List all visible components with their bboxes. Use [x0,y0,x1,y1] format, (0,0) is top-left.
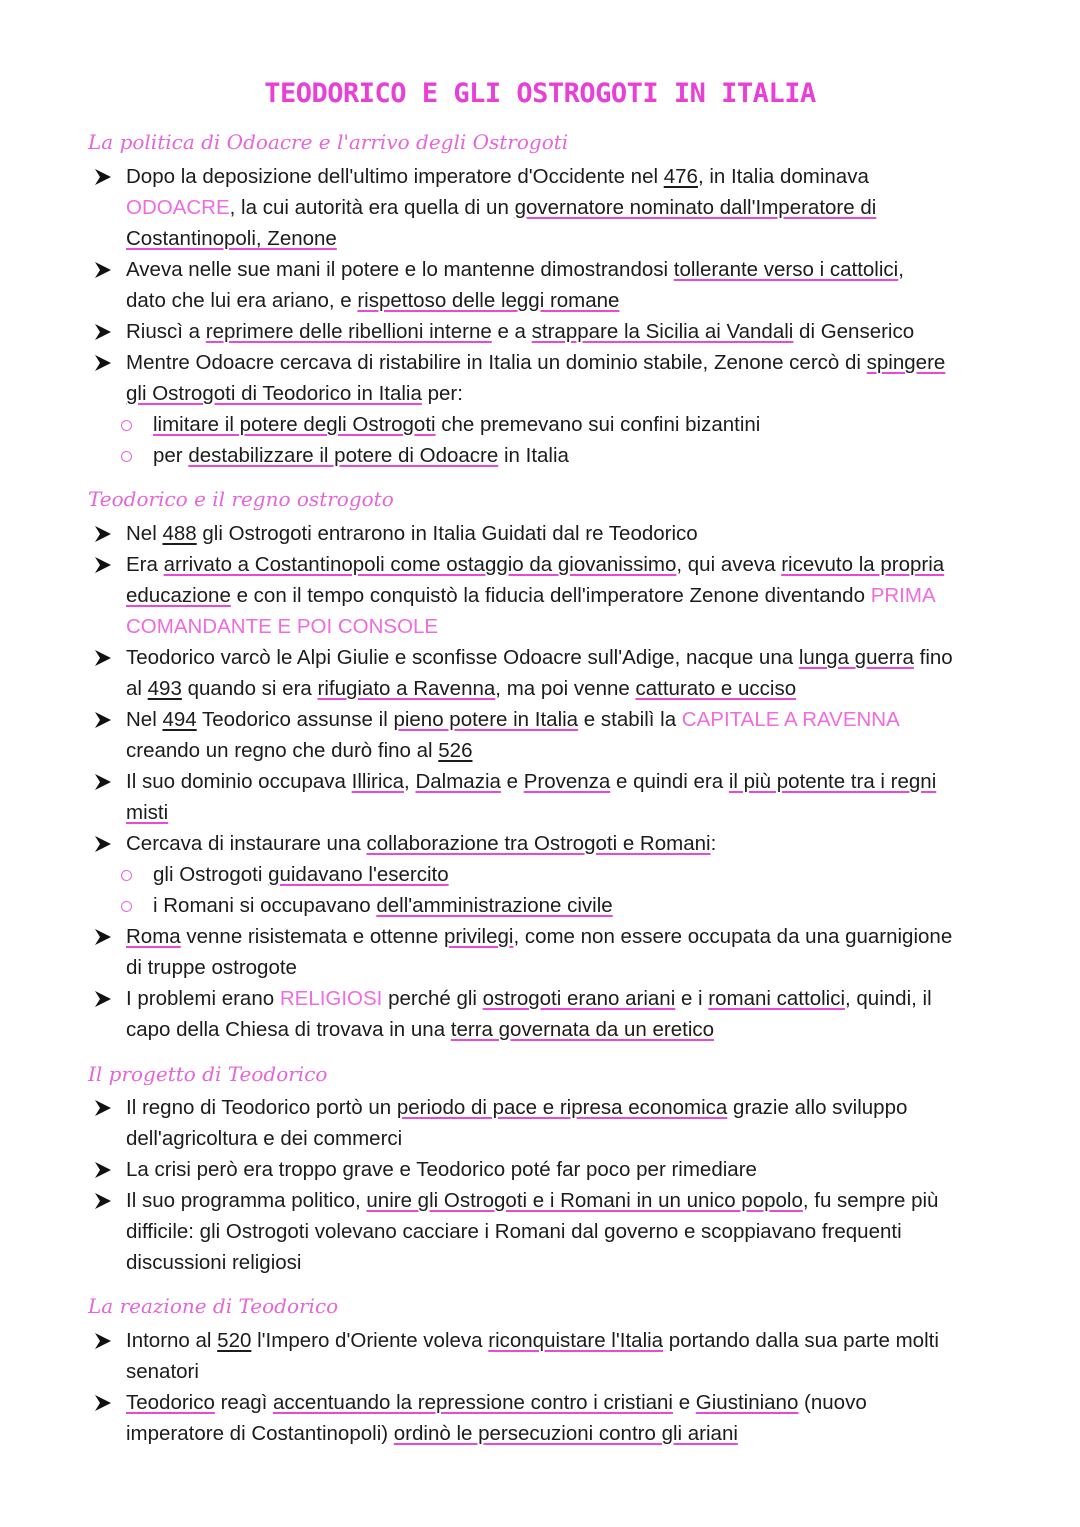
arrow-bullet-icon [94,835,112,853]
bullet-line: Aveva nelle sue mani il potere e lo mantenne dimostrandosi tollerante verso i cattolici, [126,258,904,281]
bullet-line: Nel 488 gli Ostrogoti entrarono in Italia Guidati dal re Teodorico [126,522,698,545]
section-heading-regno: Teodorico e il regno ostrogoto [88,487,394,511]
bullet-line: imperatore di Costantinopoli) ordinò le persecuzioni contro gli ariani [126,1422,738,1445]
section-heading-progetto: Il progetto di Teodorico [88,1062,328,1086]
section-heading-reazione: La reazione di Teodorico [88,1294,339,1318]
bullet-line: dell'agricoltura e dei commerci [126,1127,403,1150]
arrow-bullet-icon [94,928,112,946]
bullet-line: capo della Chiesa di trovava in una terra governata da un eretico [126,1018,715,1041]
bullet-line: Dopo la deposizione dell'ultimo imperatore d'Occidente nel 476, in Italia dominava [126,165,869,188]
arrow-bullet-icon [94,1332,112,1350]
bullet-line: Mentre Odoacre cercava di ristabilire in Italia un dominio stabile, Zenone cercò di spingere [126,351,946,374]
bullet-line: misti [126,801,169,824]
bullet-line: gli Ostrogoti di Teodorico in Italia per: [126,382,463,405]
circle-bullet-icon [121,901,132,912]
arrow-bullet-icon [94,649,112,667]
sub-bullet-line: gli Ostrogoti guidavano l'esercito [153,863,449,886]
arrow-bullet-icon [94,773,112,791]
bullet-line: senatori [126,1360,199,1383]
bullet-line: al 493 quando si era rifugiato a Ravenna, ma poi venne catturato e ucciso [126,677,797,700]
arrow-bullet-icon [94,168,112,186]
bullet-line: Riuscì a reprimere delle ribellioni interne e a strappare la Sicilia ai Vandali di Genserico [126,320,915,343]
bullet-line: creando un regno che durò fino al 526 [126,739,473,762]
bullet-line: Nel 494 Teodorico assunse il pieno potere in Italia e stabilì la CAPITALE A RAVENNA [126,708,900,731]
bullet-line: educazione e con il tempo conquistò la fiducia dell'imperatore Zenone diventando PRIMA [126,584,936,607]
bullet-line: Il regno di Teodorico portò un periodo di pace e ripresa economica grazie allo sviluppo [126,1096,908,1119]
sub-bullet-line: per destabilizzare il potere di Odoacre in Italia [153,444,569,467]
bullet-line: Roma venne risistemata e ottenne privilegi, come non essere occupata da una guarnigione [126,925,953,948]
bullet-line: COMANDANTE E POI CONSOLE [126,615,439,638]
bullet-line: La crisi però era troppo grave e Teodorico poté far poco per rimediare [126,1158,757,1181]
arrow-bullet-icon [94,1192,112,1210]
bullet-line: ODOACRE, la cui autorità era quella di un governatore nominato dall'Imperatore di [126,196,877,219]
circle-bullet-icon [121,870,132,881]
arrow-bullet-icon [94,1394,112,1412]
arrow-bullet-icon [94,1099,112,1117]
arrow-bullet-icon [94,525,112,543]
bullet-line: Era arrivato a Costantinopoli come ostaggio da giovanissimo, qui aveva ricevuto la propria [126,553,945,576]
page-title: TEODORICO E GLI OSTROGOTI IN ITALIA [264,78,816,109]
sub-bullet-line: i Romani si occupavano dell'amministrazione civile [153,894,613,917]
arrow-bullet-icon [94,990,112,1008]
bullet-line: difficile: gli Ostrogoti volevano cacciare i Romani dal governo e scoppiavano frequenti [126,1220,902,1243]
sub-bullet-line: limitare il potere degli Ostrogoti che premevano sui confini bizantini [153,413,761,436]
circle-bullet-icon [121,451,132,462]
bullet-line: Costantinopoli, Zenone [126,227,337,250]
bullet-line: discussioni religiosi [126,1251,302,1274]
arrow-bullet-icon [94,1161,112,1179]
arrow-bullet-icon [94,711,112,729]
arrow-bullet-icon [94,261,112,279]
circle-bullet-icon [121,420,132,431]
bullet-line: Cercava di instaurare una collaborazione tra Ostrogoti e Romani: [126,832,717,855]
bullet-line: I problemi erano RELIGIOSI perché gli ostrogoti erano ariani e i romani cattolici, quindi, il [126,987,932,1010]
bullet-line: Teodorico reagì accentuando la repressione contro i cristiani e Giustiniano (nuovo [126,1391,867,1414]
arrow-bullet-icon [94,323,112,341]
bullet-line: Teodorico varcò le Alpi Giulie e sconfisse Odoacre sull'Adige, nacque una lunga guerra fino [126,646,953,669]
arrow-bullet-icon [94,556,112,574]
bullet-line: Il suo programma politico, unire gli Ostrogoti e i Romani in un unico popolo, fu sempre più [126,1189,939,1212]
bullet-line: Intorno al 520 l'Impero d'Oriente voleva riconquistare l'Italia portando dalla sua parte molti [126,1329,939,1352]
bullet-line: di truppe ostrogote [126,956,297,979]
bullet-line: dato che lui era ariano, e rispettoso delle leggi romane [126,289,620,312]
section-heading-odoacre: La politica di Odoacre e l'arrivo degli Ostrogoti [88,130,569,154]
bullet-line: Il suo dominio occupava Illirica, Dalmazia e Provenza e quindi era il più potente tra i regni [126,770,937,793]
arrow-bullet-icon [94,354,112,372]
